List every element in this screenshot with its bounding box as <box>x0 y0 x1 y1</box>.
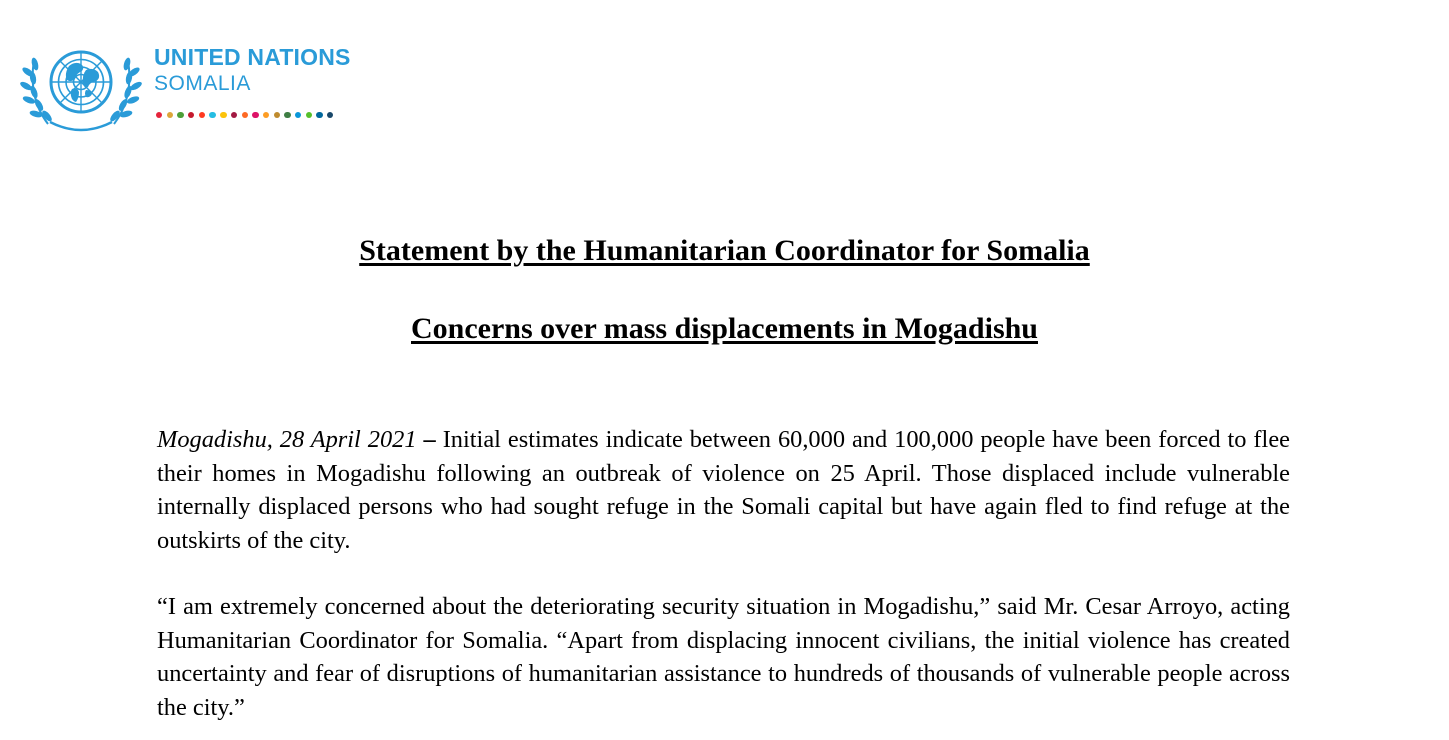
sdg-dot <box>199 112 205 118</box>
sdg-dot <box>177 112 183 118</box>
sdg-dot <box>274 112 280 118</box>
sdg-dot <box>284 112 290 118</box>
sdg-dot <box>188 112 194 118</box>
sdg-dot <box>242 112 248 118</box>
statement-title: Statement by the Humanitarian Coordinator for Somalia <box>359 234 1090 267</box>
sdg-color-dots <box>156 112 333 118</box>
un-somalia-logo <box>20 34 400 144</box>
statement-subtitle: Concerns over mass displacements in Mogadishu <box>411 312 1038 345</box>
sdg-dot <box>306 112 312 118</box>
sdg-dot <box>209 112 215 118</box>
paragraph-1 <box>157 423 1290 557</box>
sdg-dot <box>295 112 301 118</box>
sdg-dot <box>316 112 322 118</box>
dateline-dash: – <box>423 426 436 453</box>
sdg-dot <box>263 112 269 118</box>
dateline: Mogadishu, 28 April 2021 <box>157 426 417 453</box>
un-emblem-icon <box>20 34 142 138</box>
paragraph-1-text: Initial estimates indicate between 60,000 and 100,000 people have been forced to flee their homes in Mogadishu following an outbreak of violence on 25 April. Those displaced include vulnerable internally displaced persons who had sought refuge in the Somali capital but have again fled to find refuge at the outskirts of the city. <box>157 426 1290 554</box>
sdg-dot <box>220 112 226 118</box>
sdg-dot <box>156 112 162 118</box>
sdg-dot <box>327 112 333 118</box>
sdg-dot <box>167 112 173 118</box>
sdg-dot <box>252 112 258 118</box>
org-name-line1: UNITED NATIONS <box>154 44 351 70</box>
sdg-dot <box>231 112 237 118</box>
paragraph-2: “I am extremely concerned about the deteriorating security situation in Mogadishu,” said Mr. Cesar Arroyo, acting Humanitarian Coordinator for Somalia. “Apart from displacing innocent civilians, the initial violence has created uncertainty and fear of disruptions of humanitarian assistance to hundreds of thousands of vulnerable people across the city.” <box>157 593 1290 721</box>
org-name-line2: SOMALIA <box>154 72 251 95</box>
